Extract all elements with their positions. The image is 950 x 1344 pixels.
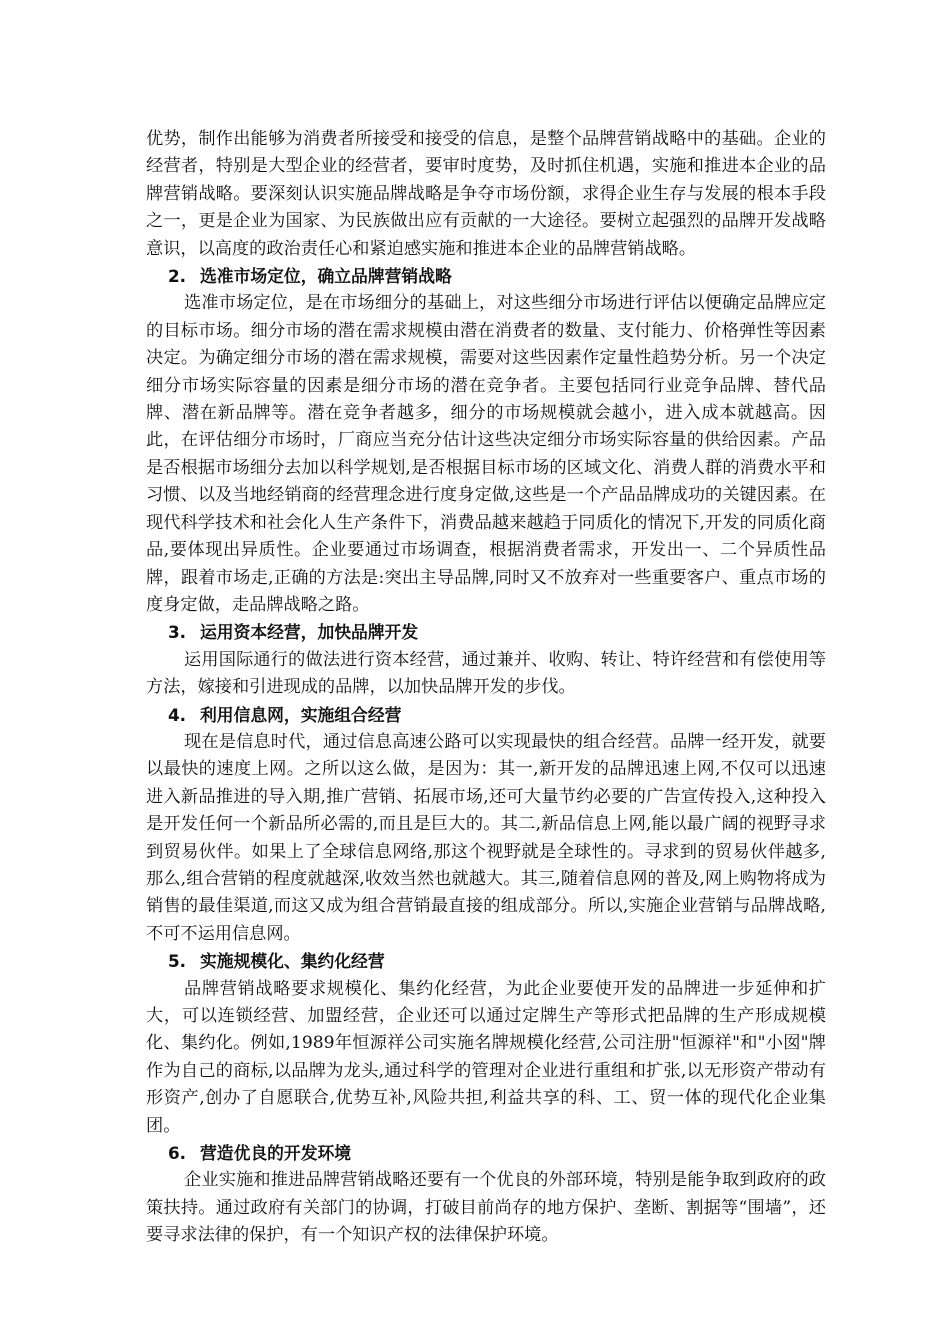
section-heading (146, 702, 826, 729)
section-title: 运用资本经营，加快品牌开发 (200, 622, 419, 643)
section-heading (146, 1140, 826, 1167)
document-page (146, 126, 826, 1250)
section-title: 实施规模化、集约化经营 (200, 951, 385, 972)
section-heading (146, 263, 826, 290)
opening-paragraph: 优势，制作出能够为消费者所接受和接受的信息，是整个品牌营销战略中的基础。企业的经营者，特别是大型企业的经营者，要审时度势，及时抓住机遇，实施和推进本企业的品牌营销战略。要深刻认识实施品牌战略是争夺市场份额，求得企业生存与发展的根本手段之一，更是企业为国家、为民族做出应有贡献的一大途径。要树立起强烈的品牌开发战略意识，以高度的政治责任心和紧迫感实施和推进本企业的品牌营销战略。 (146, 129, 826, 259)
section-body: 企业实施和推进品牌营销战略还要有一个优良的外部环境，特别是能争取到政府的政策扶持。通过政府有关部门的协调，打破目前尚存的地方保护、垄断、割据等“围墙”，还要寻求法律的保护，有一个知识产权的法律保护环境。 (146, 1170, 826, 1246)
section-number: 5. (168, 951, 187, 972)
section-number: 4. (168, 704, 187, 725)
section-body: 运用国际通行的做法进行资本经营，通过兼并、收购、转让、特许经营和有偿使用等方法，嫁接和引进现成的品牌，以加快品牌开发的步伐。 (146, 649, 826, 698)
section-number: 2. (168, 266, 187, 287)
section-title: 营造优良的开发环境 (200, 1143, 352, 1164)
section-heading (146, 948, 826, 975)
section-body: 现在是信息时代，通过信息高速公路可以实现最快的组合经营。品牌一经开发，就要以最快的速度上网。之所以这么做，是因为：其一,新开发的品牌迅速上网,不仅可以迅速进入新品推进的导入期,推广营销、拓展市场,还可大量节约必要的广告宣传投入,这种投入是开发任何一个新品所必需的,而且是巨大的。其二,新品信息上网,能以最广阔的视野寻求到贸易伙伴。如果上了全球信息网络,那这个视野就是全球性的。寻求到的贸易伙伴越多,那么,组合营销的程度就越深,收效当然也就越大。其三,随着信息网的普及,网上购物将成为销售的最佳渠道,而这又成为组合营销最直接的组成部分。所以,实施企业营销与品牌战略,不可不运用信息网。 (146, 731, 826, 944)
section-body: 品牌营销战略要求规模化、集约化经营，为此企业要使开发的品牌进一步延伸和扩大，可以连锁经营、加盟经营，企业还可以通过定牌生产等形式把品牌的生产形成规模化、集约化。例如,1989年恒源祥公司实施名牌规模化经营,公司注册"恒源祥"和"小囡"牌作为自己的商标,以品牌为龙头,通过科学的管理对企业进行重组和扩张,以无形资产带动有形资产,创办了自愿联合,优势互补,风险共担,利益共享的科、工、贸一体的现代化企业集团。 (146, 978, 826, 1136)
section-title: 选准市场定位，确立品牌营销战略 (200, 266, 452, 287)
section-number: 3. (168, 622, 187, 643)
section-body: 选准市场定位，是在市场细分的基础上，对这些细分市场进行评估以便确定品牌应定的目标市场。细分市场的潜在需求规模由潜在消费者的数量、支付能力、价格弹性等因素决定。为确定细分市场的潜在需求规模，需要对这些因素作定量性趋势分析。另一个决定细分市场实际容量的因素是细分市场的潜在竞争者。主要包括同行业竞争品牌、替代品牌、潜在新品牌等。潜在竞争者越多，细分的市场规模就会越小，进入成本就越高。因此，在评估细分市场时，厂商应当充分估计这些决定细分市场实际容量的供给因素。产品是否根据市场细分去加以科学规划,是否根据目标市场的区域文化、消费人群的消费水平和习惯、以及当地经销商的经营理念进行度身定做,这些是一个产品品牌成功的关键因素。在现代科学技术和社会化人生产条件下，消费品越来越趋于同质化的情况下,开发的同质化商品,要体现出异质性。企业要通过市场调查，根据消费者需求，开发出一、二个异质性品牌，跟着市场走,正确的方法是:突出主导品牌,同时又不放弃对一些重要客户、重点市场的度身定做，走品牌战略之路。 (146, 293, 826, 615)
section-number: 6. (168, 1143, 187, 1164)
section-heading (146, 619, 826, 646)
section-title: 利用信息网，实施组合经营 (200, 704, 402, 725)
